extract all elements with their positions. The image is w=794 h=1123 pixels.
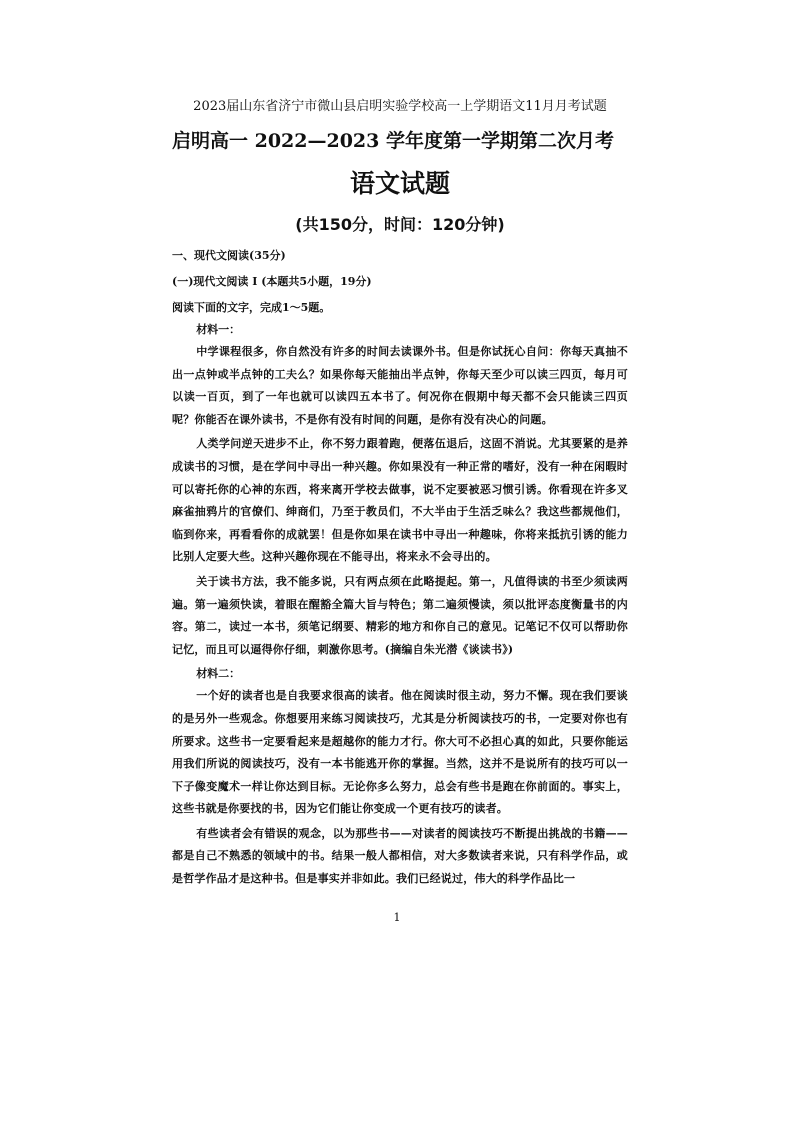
reading-instruction: 阅读下面的文字，完成1～5题。 bbox=[172, 301, 331, 314]
material-1-label: 材料一： bbox=[196, 323, 241, 336]
material-1-paragraph: 关于读书方法，我不能多说，只有两点须在此略提起。第一，凡值得读的书至少须读两遍。第一遍须快读，着眼在醒豁全篇大旨与特色；第二遍须慢读，须以批评态度衡量书的内容。第二，读过一本书，须笔记纲要、精彩的地方和你自己的意见。记笔记不仅可以帮助你记忆，而且可以逼得你仔细，刺激你思考。(摘编自朱光潜《谈读书》) bbox=[172, 574, 628, 656]
document-source-line: 2023届山东省济宁市微山县启明实验学校高一上学期语文11月月考试题 bbox=[193, 99, 607, 114]
material-1-paragraph: 中学课程很多，你自然没有许多的时间去读课外书。但是你试抚心自问：你每天真抽不出一点钟或半点钟的工夫么？如果你每天能抽出半点钟，你每天至少可以读三四页，每月可以读一百页，到了一年也就可以读四五本书了。何况你在假期中每天都不会只能读三四页呢？你能否在课外读书，不是你有没有时间的问题，是你有没有决心的问题。 bbox=[172, 345, 628, 426]
material-2-label: 材料二： bbox=[196, 667, 241, 681]
page-content bbox=[172, 96, 628, 891]
material-1-paragraph: 人类学问逆天进步不止，你不努力跟着跑，便落伍退后，这固不消说。尤其要紧的是养成读书的习惯，是在学问中寻出一种兴趣。你如果没有一种正常的嗜好，没有一种在闲暇时可以寄托你的心神的东西，将来离开学校去做事，说不定要被恶习惯引诱。你看现在许多叉麻雀抽鸦片的官僚们、绅商们，乃至于教员们，不大半由于生活乏味么？我这些都规他们，临到你来，再看看你的成就罢！但是你如果在读书中寻出一种趣味，你将来抵抗引诱的能力比别人定要大些。这种兴趣你现在不能寻出，将来永不会寻出的。 bbox=[172, 437, 628, 564]
sub-section-heading: (一)现代文阅读 I (本题共5小题，19分) bbox=[172, 275, 372, 288]
material-2-paragraph: 有些读者会有错误的观念，以为那些书——对读者的阅读技巧不断提出挑战的书籍——都是自己不熟悉的领域中的书。结果一般人都相信，对大多数读者来说，只有科学作品，或是哲学作品才是这种书。但是事实并非如此。我们已经说过，伟大的科学作品比一 bbox=[172, 826, 628, 886]
exam-title: 启明高一 2022—2023 学年度第一学期第二次月考 bbox=[172, 130, 614, 152]
material-2-paragraph: 一个好的读者也是自我要求很高的读者。他在阅读时很主动，努力不懈。现在我们要谈的是另外一些观念。你想要用来练习阅读技巧，尤其是分析阅读技巧的书，一定要对你也有所要求。这些书一定要看起来是超越你的能力才行。你大可不必担心真的如此，只要你能运用我们所说的阅读技巧，没有一本书能逃开你的掌握。当然，这并不是说所有的技巧可以一下子像变魔术一样让你达到目标。无论你多么努力，总会有些书是跑在你前面的。事实上，这些书就是你要找的书，因为它们能让你变成一个更有技巧的读者。 bbox=[172, 689, 628, 816]
section-heading: 一、现代文阅读(35分) bbox=[172, 249, 286, 262]
page-number: 1 bbox=[393, 911, 401, 924]
exam-info: (共150分，时间：120分钟) bbox=[295, 215, 505, 234]
subject-title: 语文试题 bbox=[349, 169, 450, 198]
